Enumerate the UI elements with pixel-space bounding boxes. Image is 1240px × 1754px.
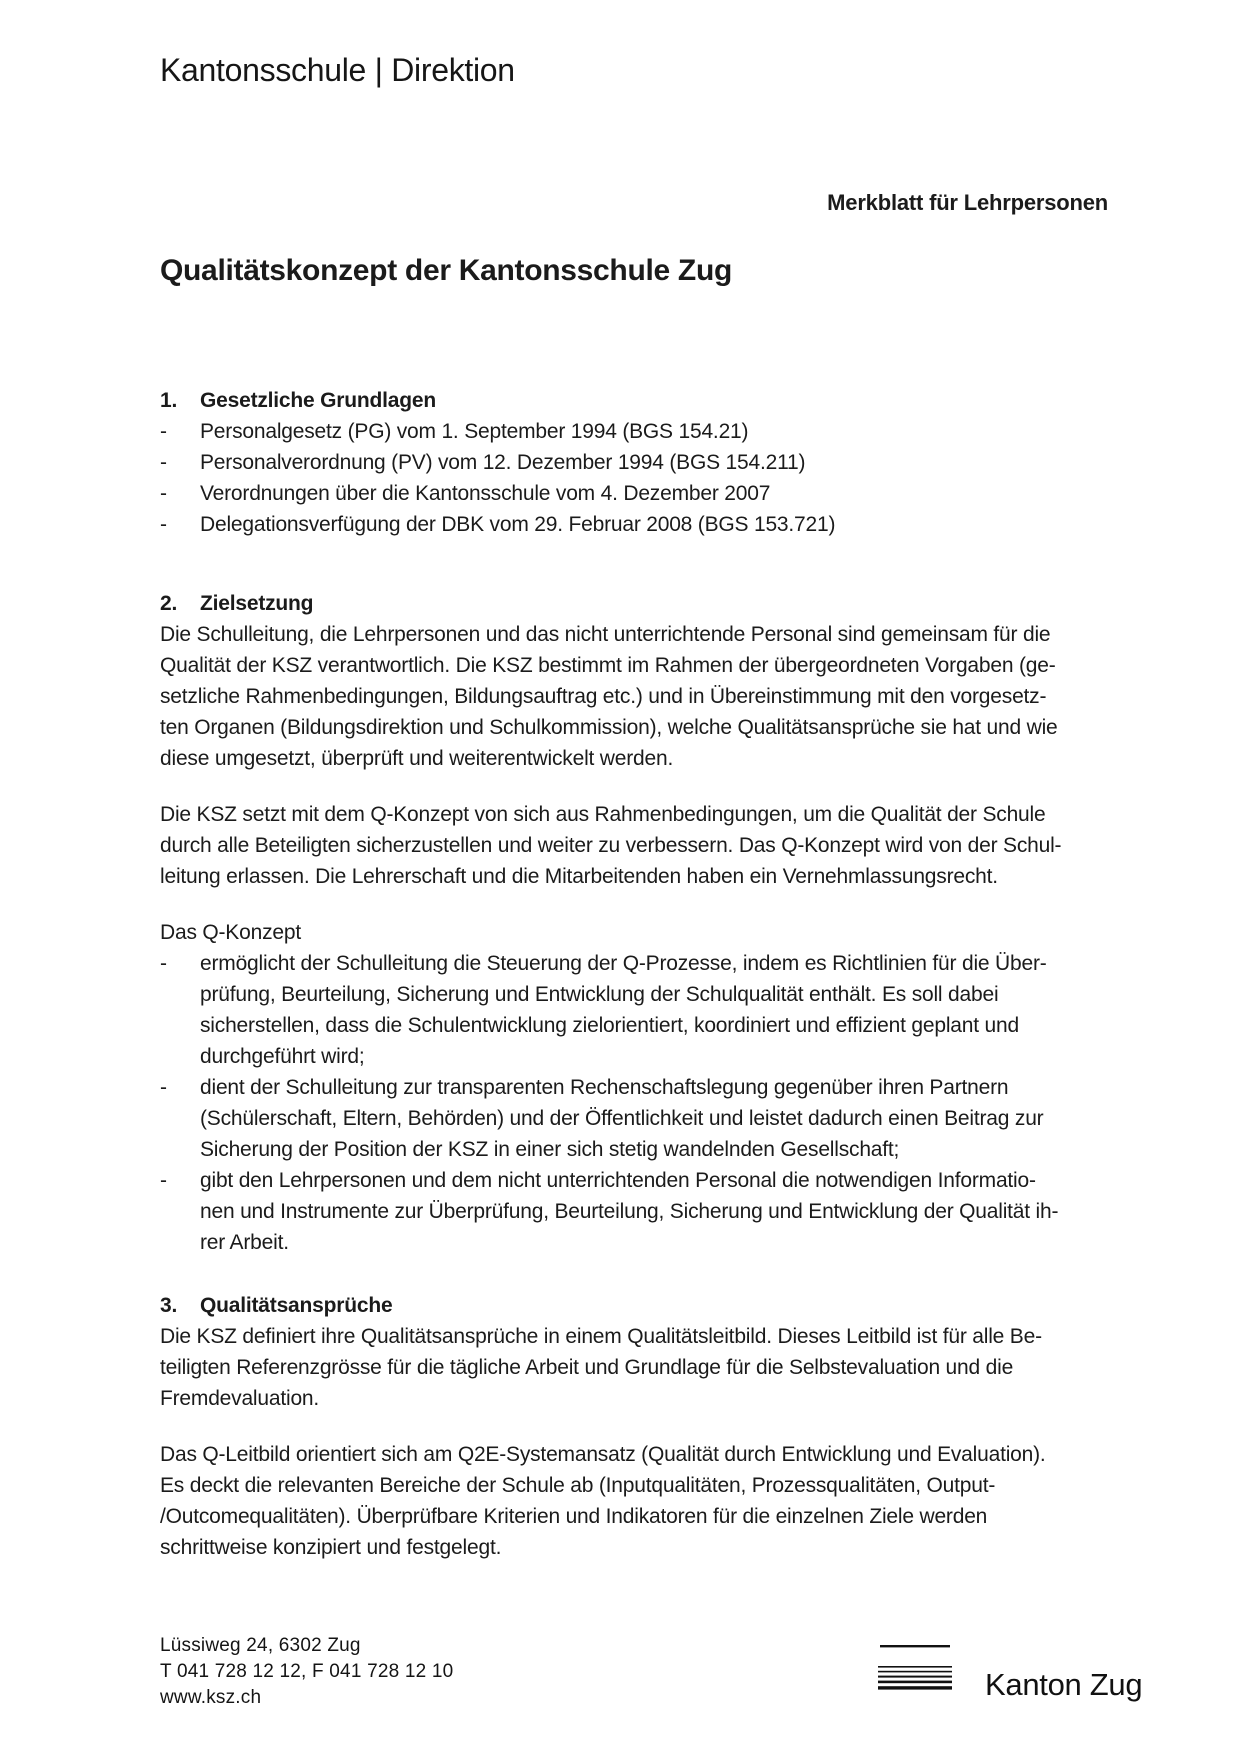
section-number: 2.	[160, 592, 178, 615]
dash-marker: -	[160, 451, 167, 474]
section-number: 3.	[160, 1294, 178, 1317]
list-item	[160, 1072, 1120, 1165]
section-gesetzliche-grundlagen	[160, 385, 1120, 540]
list-item	[160, 948, 1120, 1072]
list-item	[160, 416, 1120, 447]
list-intro: Das Q-Konzept	[160, 921, 301, 944]
list-item	[160, 509, 1120, 540]
dash-marker: -	[160, 420, 167, 443]
dash-marker: -	[160, 952, 167, 975]
section-qualitaetsansprueche	[160, 1290, 1120, 1563]
list-item	[160, 1165, 1120, 1258]
dash-marker: -	[160, 513, 167, 536]
list-item-text: Personalgesetz (PG) vom 1. September 1994 (BGS 154.21)	[200, 420, 749, 443]
list-item	[160, 447, 1120, 478]
dash-marker: -	[160, 482, 167, 505]
section-heading-text: Qualitätsansprüche	[200, 1294, 393, 1317]
dash-marker: -	[160, 1076, 167, 1099]
list-item-text: Verordnungen über die Kantonsschule vom 4. Dezember 2007	[200, 482, 771, 505]
letterhead: Kantonsschule | Direktion	[160, 52, 515, 88]
paragraph: Die KSZ setzt mit dem Q-Konzept von sich aus Rahmenbedingungen, um die Qualität der Schule durch alle Beteiligten sicherzustellen und weiter zu verbessern. Das Q-Konzept wird von der Schul- leitung erlassen. Die Lehrerschaft und die Mitarbeitenden haben ein Vernehmlassungsrecht.	[160, 803, 1062, 888]
dash-marker: -	[160, 1169, 167, 1192]
section-heading	[160, 588, 1120, 619]
list-item	[160, 478, 1120, 509]
section-heading	[160, 385, 1120, 416]
section-heading-text: Gesetzliche Grundlagen	[200, 389, 436, 412]
page-title: Qualitätskonzept der Kantonsschule Zug	[160, 254, 733, 287]
section-number: 1.	[160, 389, 178, 412]
paragraph: Das Q-Leitbild orientiert sich am Q2E-Systemansatz (Qualität durch Entwicklung und Evaluation). Es deckt die relevanten Bereiche der Schule ab (Inputqualitäten, Prozessqualitäten, Output- /Outcomequalitäten). Überprüfbare Kriterien und Indikatoren für die einzelnen Ziele werden schrittweise konzipiert und festgelegt.	[160, 1443, 1046, 1559]
list-item-text: Personalverordnung (PV) vom 12. Dezember 1994 (BGS 154.211)	[200, 451, 806, 474]
doc-type-label: Merkblatt für Lehrpersonen	[827, 190, 1108, 215]
section-heading-text: Zielsetzung	[200, 592, 314, 615]
section-zielsetzung	[160, 588, 1120, 1258]
kanton-zug-stripes-icon	[878, 1644, 954, 1694]
address-block: Lüssiweg 24, 6302 Zug T 041 728 12 12, F 041 728 12 10 www.ksz.ch	[160, 1635, 454, 1708]
list-item-text: Delegationsverfügung der DBK vom 29. Februar 2008 (BGS 153.721)	[200, 513, 836, 536]
list-item-text: ermöglicht der Schulleitung die Steuerung der Q-Prozesse, indem es Richtlinien für die Über- prüfung, Beurteilung, Sicherung und Entwicklung der Schulqualität enthält. Es soll dabei sicherstellen, dass die Schulentwicklung zielorientiert, koordiniert und effizient geplant und durchgeführt wird;	[200, 952, 1047, 1068]
section-heading	[160, 1290, 1120, 1321]
list-item-text: dient der Schulleitung zur transparenten Rechenschaftslegung gegenüber ihren Partnern (Schülerschaft, Eltern, Behörden) und der Öffentlichkeit und leistet dadurch einen Beitrag zur Sicherung der Position der KSZ in einer sich stetig wandelnden Gesellschaft;	[200, 1076, 1044, 1161]
list-item-text: gibt den Lehrpersonen und dem nicht unterrichtenden Personal die notwendigen Informatio- nen und Instrumente zur Überprüfung, Beurteilung, Sicherung und Entwicklung der Qualität ih- rer Arbeit.	[200, 1169, 1059, 1254]
paragraph: Die Schulleitung, die Lehrpersonen und das nicht unterrichtende Personal sind gemeinsam für die Qualität der KSZ verantwortlich. Die KSZ bestimmt im Rahmen der übergeordneten Vorgaben (ge- setzliche Rahmenbedingungen, Bildungsauftrag etc.) und in Übereinstimmung mit den vorgesetz- ten Organen (Bildungsdirektion und Schulkommission), welche Qualitätsansprüche sie hat und wie diese umgesetzt, überprüft und weiterentwickelt werden.	[160, 623, 1058, 770]
kanton-zug-wordmark: Kanton Zug	[985, 1667, 1143, 1702]
paragraph: Die KSZ definiert ihre Qualitätsansprüche in einem Qualitätsleitbild. Dieses Leitbild ist für alle Be- teiligten Referenzgrösse für die tägliche Arbeit und Grundlage für die Selbstevaluation und die Fremdevaluation.	[160, 1325, 1042, 1410]
kanton-zug-logo	[878, 1644, 1198, 1704]
